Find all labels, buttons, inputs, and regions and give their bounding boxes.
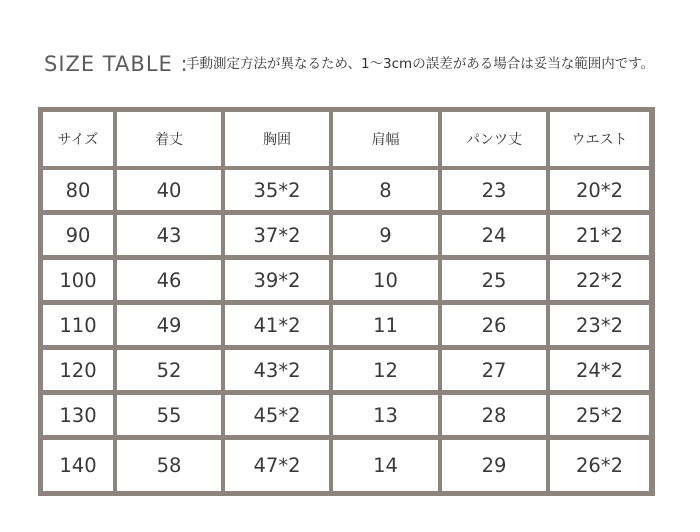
cell-length: 40 [117,170,221,210]
size-table [38,107,655,496]
cell-pants-length: 24 [442,215,546,255]
cell-shoulder: 10 [333,260,438,300]
column-header-chest: 胸囲 [225,112,329,166]
column-header-length: 着丈 [117,112,221,166]
cell-chest: 39*2 [225,260,329,300]
table-row [43,395,649,435]
cell-length: 58 [117,440,221,491]
cell-chest: 45*2 [225,395,329,435]
table-row [43,350,649,390]
cell-shoulder: 9 [333,215,438,255]
cell-shoulder: 12 [333,350,438,390]
cell-waist: 24*2 [550,350,649,390]
table-row [43,260,649,300]
cell-waist: 23*2 [550,305,649,345]
cell-size: 130 [43,395,113,435]
cell-chest: 47*2 [225,440,329,491]
cell-shoulder: 14 [333,440,438,491]
cell-length: 43 [117,215,221,255]
cell-chest: 41*2 [225,305,329,345]
cell-size: 110 [43,305,113,345]
cell-size: 140 [43,440,113,491]
cell-length: 49 [117,305,221,345]
cell-size: 120 [43,350,113,390]
cell-shoulder: 13 [333,395,438,435]
cell-pants-length: 27 [442,350,546,390]
table-row [43,440,649,491]
cell-shoulder: 11 [333,305,438,345]
table-row [43,305,649,345]
cell-waist: 25*2 [550,395,649,435]
cell-pants-length: 29 [442,440,546,491]
cell-waist: 20*2 [550,170,649,210]
cell-waist: 21*2 [550,215,649,255]
cell-pants-length: 23 [442,170,546,210]
table-row [43,215,649,255]
size-table-title: SIZE TABLE : [44,52,189,76]
cell-pants-length: 26 [442,305,546,345]
cell-size: 90 [43,215,113,255]
cell-length: 55 [117,395,221,435]
cell-size: 100 [43,260,113,300]
cell-chest: 37*2 [225,215,329,255]
measurement-note: 手動測定方法が異なるため、1～3cmの誤差がある場合は妥当な範囲内です。 [186,56,655,72]
cell-shoulder: 8 [333,170,438,210]
cell-length: 52 [117,350,221,390]
cell-waist: 22*2 [550,260,649,300]
cell-waist: 26*2 [550,440,649,491]
table-row [43,170,649,210]
cell-pants-length: 28 [442,395,546,435]
column-header-shoulder: 肩幅 [333,112,438,166]
column-header-size: サイズ [43,112,113,166]
table-header-row [43,112,649,166]
cell-length: 46 [117,260,221,300]
cell-size: 80 [43,170,113,210]
cell-chest: 35*2 [225,170,329,210]
cell-chest: 43*2 [225,350,329,390]
column-header-waist: ウエスト [550,112,649,166]
cell-pants-length: 25 [442,260,546,300]
column-header-pants-length: パンツ丈 [442,112,546,166]
